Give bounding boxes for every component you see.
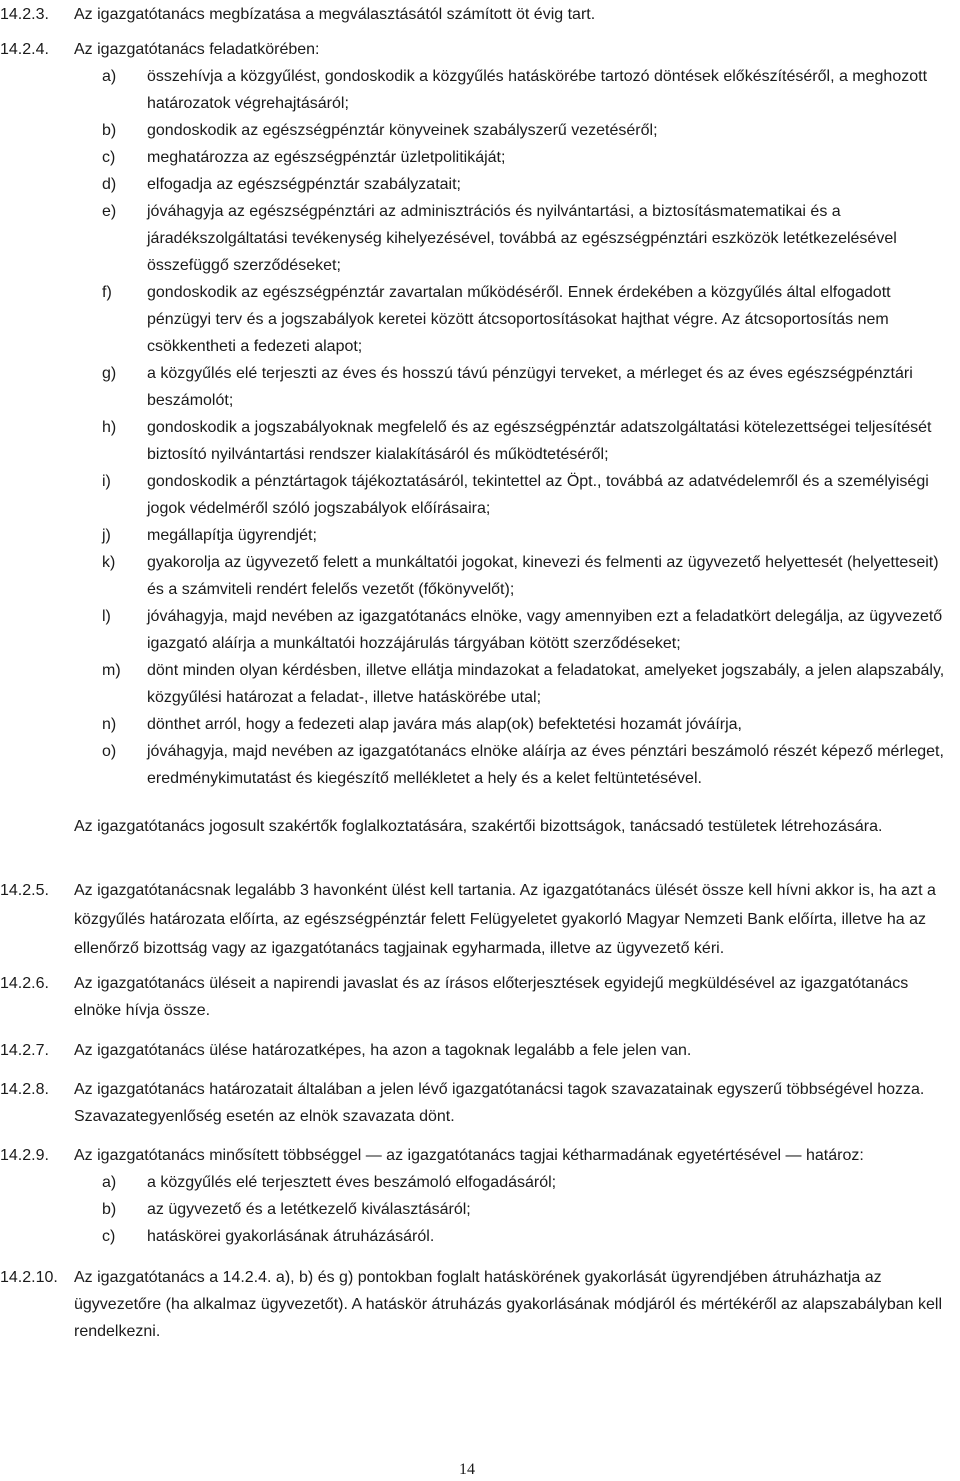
list-item: m) dönt minden olyan kérdésben, illetve ellátja mindazokat a feladatokat, amelyeket jogszabály, a jelen alapszabály, közgyűlési határozat a feladat-, illetve hatáskörébe utal;	[102, 662, 945, 706]
section-number: 14.2.5.	[0, 882, 49, 899]
list-item: c) meghatározza az egészségpénztár üzletpolitikáját;	[102, 149, 506, 166]
section-number: 14.2.8.	[0, 1081, 49, 1098]
list-item: h) gondoskodik a jogszabályoknak megfelelő és az egészségpénztár adatszolgáltatási kötelezettségei teljesítését biztosító nyilvántartási rendszer kialakításáról és működtetéséről;	[102, 419, 932, 463]
section-number: 14.2.4.	[0, 41, 49, 58]
list-item: e) jóváhagyja az egészségpénztári az adminisztrációs és nyilvántartási, a biztosításmatematikai és a járadékszolgáltatási tevékenység kihelyezésével, továbbá az egészségpénztári eszközök letétkezelésével összefüggő szerződéseket;	[102, 203, 897, 274]
section-text: Az igazgatótanács üléseit a napirendi javaslat és az írásos előterjesztések egyidejű megküldésével az igazgatótanács elnöke hívja össze.	[74, 975, 909, 1019]
section-text: Az igazgatótanács megbízatása a megválasztásától számított öt évig tart.	[74, 6, 596, 23]
section-text: Az igazgatótanács határozatait általában a jelen lévő igazgatótanácsi tagok szavazatainak egyszerű többségével hozza. Szavazategyenlőség esetén az elnök szavazata dönt.	[74, 1081, 925, 1125]
list-item: b) az ügyvezető és a letétkezelő kiválasztásáról;	[102, 1201, 471, 1218]
list-item: b) gondoskodik az egészségpénztár könyveinek szabályszerű vezetéséről;	[102, 122, 658, 139]
page-number: 14	[459, 1461, 475, 1478]
section-number: 14.2.6.	[0, 975, 49, 992]
section-body	[74, 36, 958, 792]
list-item: j) megállapítja ügyrendjét;	[102, 527, 317, 544]
list-item: n) dönthet arról, hogy a fedezeti alap javára más alap(ok) befektetési hozamát jóváírja,	[102, 716, 742, 733]
section-intro: Az igazgatótanács minősített többséggel — az igazgatótanács tagjai kétharmadának egyetértésével — határoz:	[74, 1147, 864, 1164]
list-item: l) jóváhagyja, majd nevében az igazgatótanács elnöke, vagy amennyiben ezt a feladatkört delegálja, az ügyvezető igazgató aláírja a munkáltatói hozzájárulás tárgyában kötött szerződéseket;	[102, 608, 943, 652]
section-intro: Az igazgatótanács feladatkörében:	[74, 41, 320, 58]
section-number: 14.2.9.	[0, 1147, 49, 1164]
list-item: i) gondoskodik a pénztártagok tájékoztatásáról, tekintettel az Öpt., továbbá az adatvédelemről és a személyiségi jogok védelméről szóló jogszabályok előírásaira;	[102, 473, 929, 517]
list-item: c) hatáskörei gyakorlásának átruházásáról.	[102, 1228, 435, 1245]
duty-list	[74, 63, 958, 792]
section-note: Az igazgatótanács jogosult szakértők foglalkoztatására, szakértői bizottságok, tanácsadó testületek létrehozására.	[74, 818, 883, 835]
section-text: Az igazgatótanácsnak legalább 3 havonként ülést kell tartania. Az igazgatótanács ülését össze kell hívni akkor is, ha azt a közgyűlés határozata előírta, az egészségpénztár felett Felügyeletet gyakorló Magyar Nemzeti Bank előírta, illetve ha az ellenőrző bizottság vagy az igazgatótanács tagjainak egyharmada, illetve az ügyvezető kéri.	[74, 882, 936, 957]
decision-list	[74, 1169, 958, 1250]
section-number: 14.2.7.	[0, 1042, 49, 1059]
list-item: k) gyakorolja az ügyvezető felett a munkáltatói jogokat, kinevezi és felmenti az ügyvezető helyettesét (helyetteseit) és a számviteli rendért felelős vezetőt (főkönyvelőt);	[102, 554, 939, 598]
list-item: g) a közgyűlés elé terjeszti az éves és hosszú távú pénzügyi terveket, a mérleget és az éves egészségpénztári beszámolót;	[102, 365, 913, 409]
section-text: Az igazgatótanács a 14.2.4. a), b) és g) pontokban foglalt hatáskörének gyakorlását ügyrendjében átruházhatja az ügyvezetőre (ha alkalmaz ügyvezetőt). A hatáskör átruházás gyakorlásának módjáról és mértékéről az alapszabályban kell rendelkezni.	[74, 1269, 943, 1340]
section-text: Az igazgatótanács ülése határozatképes, ha azon a tagoknak legalább a fele jelen van.	[74, 1042, 692, 1059]
section-body	[74, 1142, 958, 1250]
section-number: 14.2.10.	[0, 1269, 58, 1286]
list-item: o) jóváhagyja, majd nevében az igazgatótanács elnöke aláírja az éves pénztári beszámoló részét képező mérleget, eredménykimutatást és kiegészítő mellékletet a hely és a kelet feltüntetésével.	[102, 743, 944, 787]
list-item: a) összehívja a közgyűlést, gondoskodik a közgyűlés hatáskörébe tartozó döntések előkészítéséről, a meghozott határozatok végrehajtásáról;	[102, 68, 928, 112]
list-item: f) gondoskodik az egészségpénztár zavartalan működéséről. Ennek érdekében a közgyűlés által elfogadott pénzügyi terv és a jogszabályok keretei között átcsoportosításokat hajthat végre. Az átcsoportosítás nem csökkentheti a fedezeti alapot;	[102, 284, 891, 355]
list-item: a) a közgyűlés elé terjesztett éves beszámoló elfogadásáról;	[102, 1174, 557, 1191]
list-item: d) elfogadja az egészségpénztár szabályzatait;	[102, 176, 461, 193]
section-number: 14.2.3.	[0, 6, 49, 23]
